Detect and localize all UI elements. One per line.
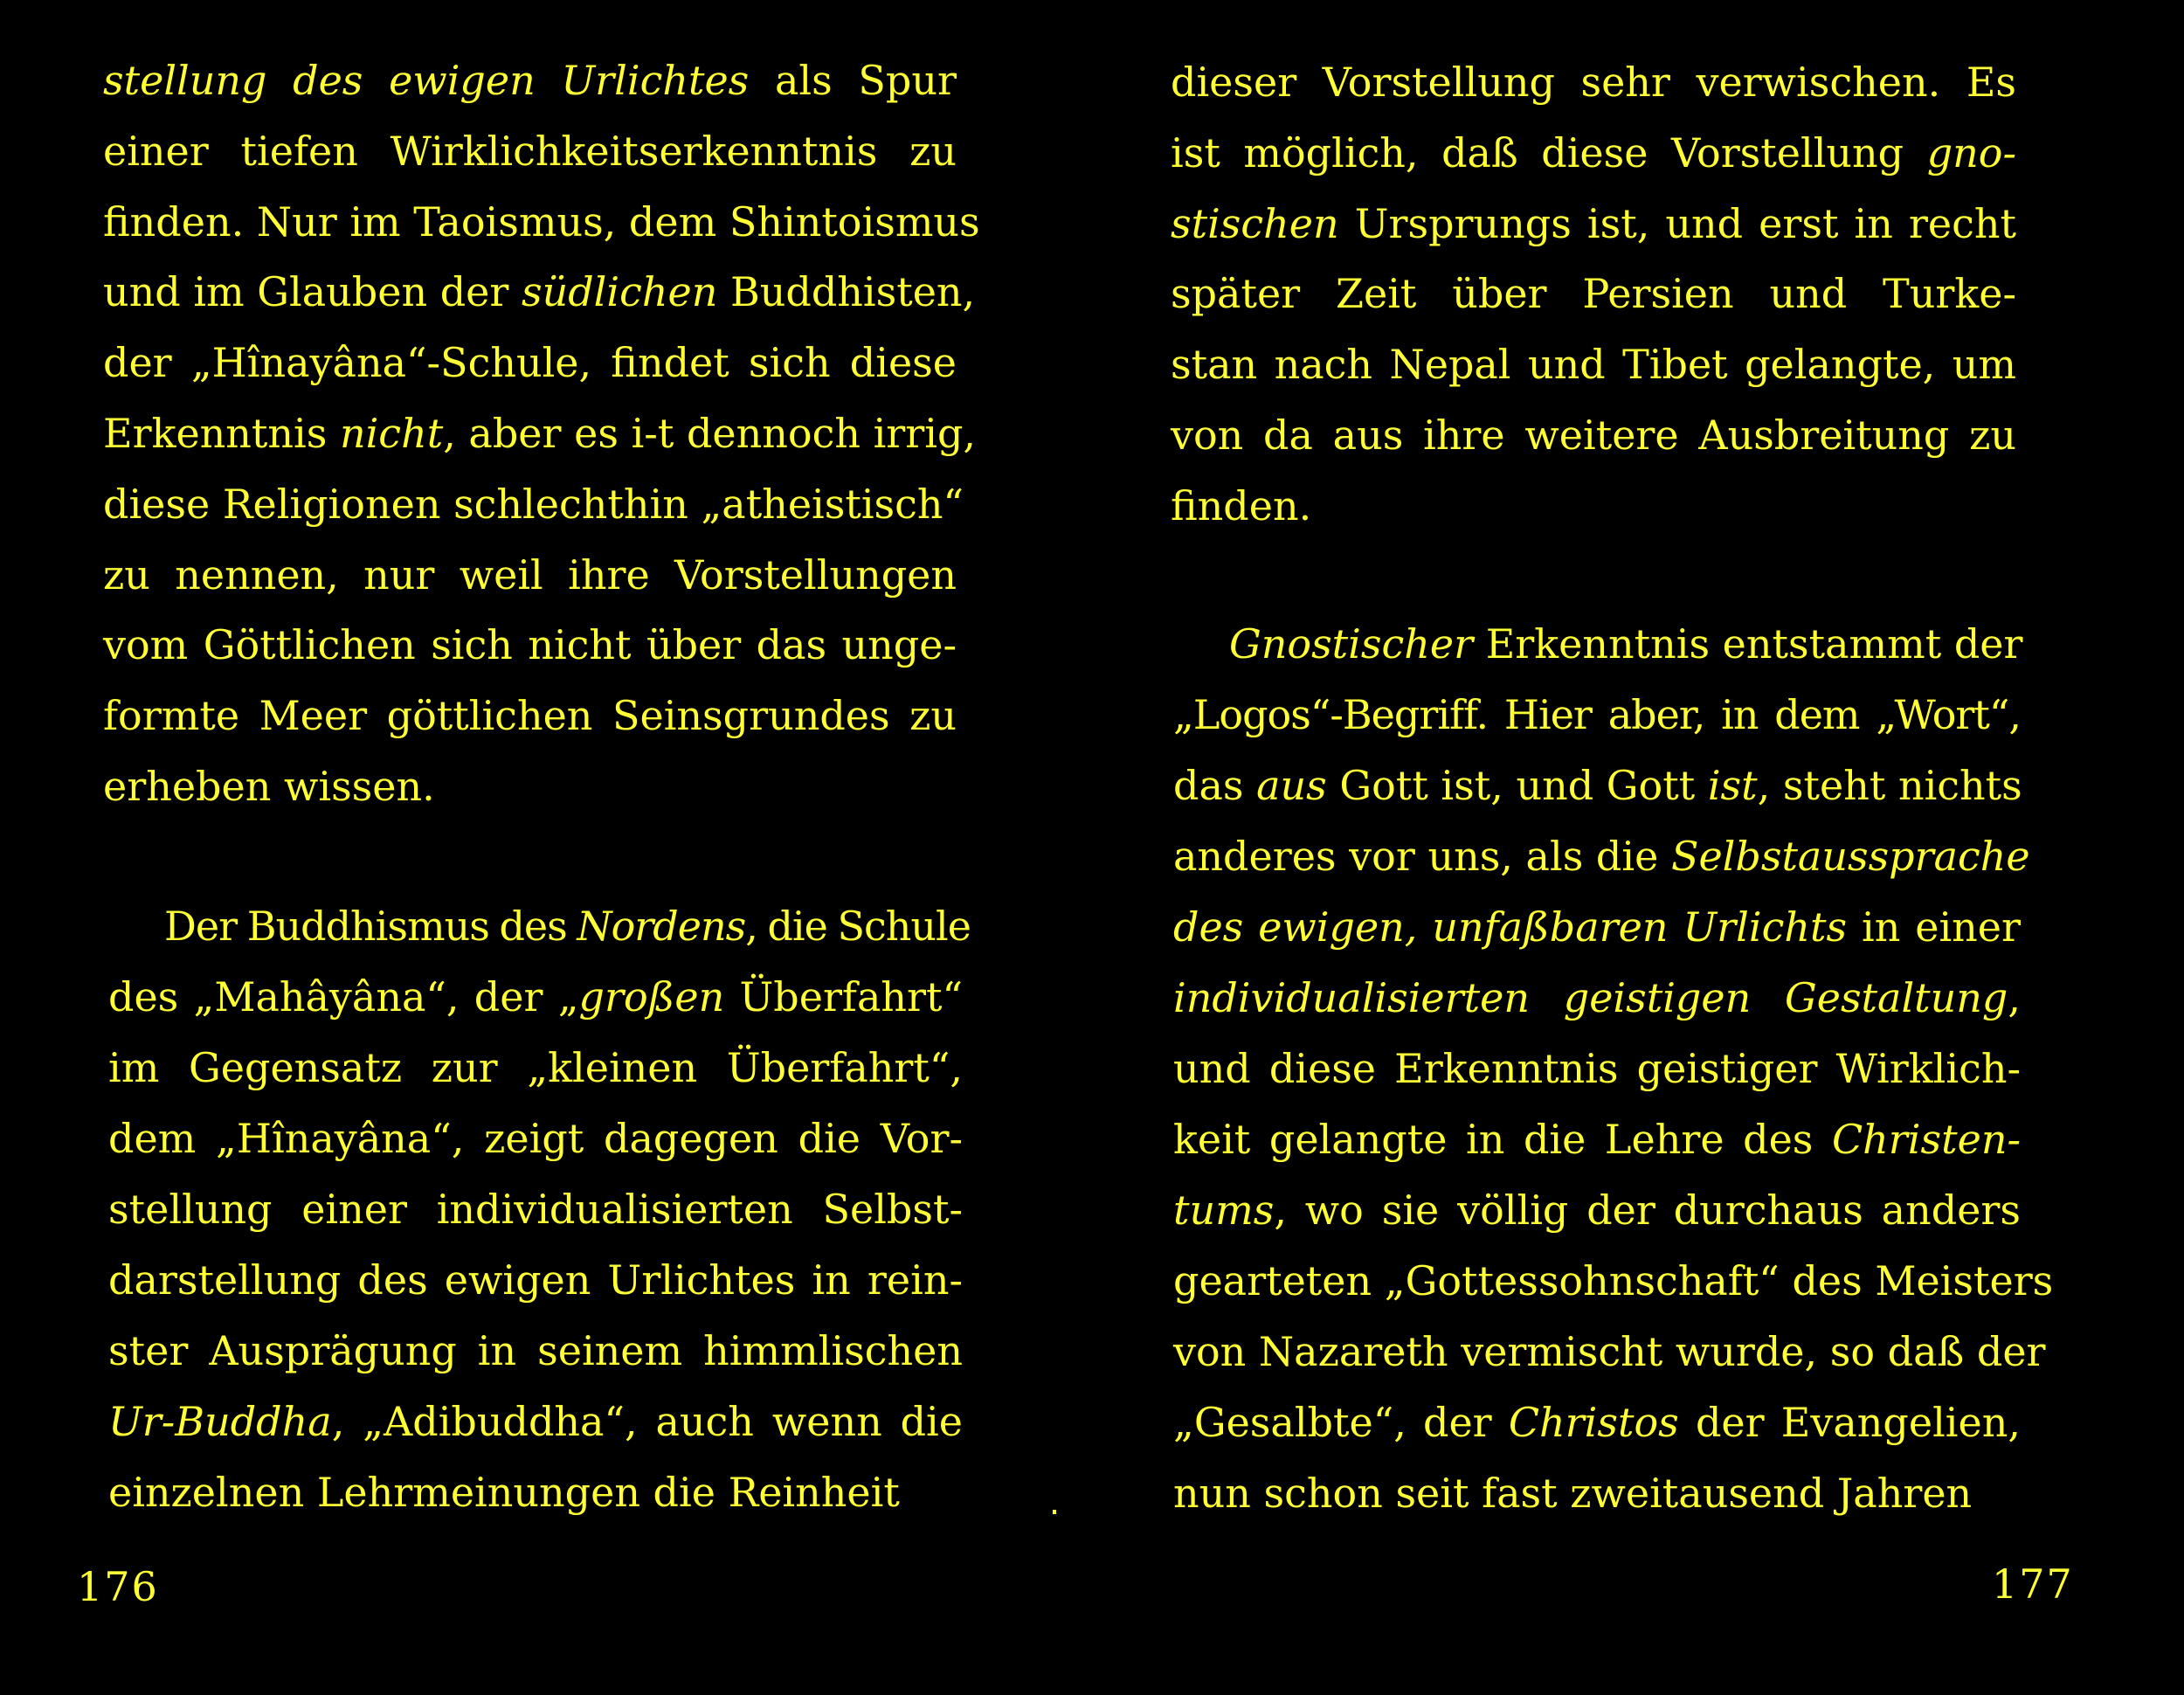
italic-text: Christen-	[1831, 1116, 2021, 1163]
text-line	[1173, 1396, 2021, 1449]
text-line	[1173, 1113, 2021, 1166]
text-segment: darstellung des ewigen Urlichtes in rein-	[108, 1256, 963, 1304]
text-segment: Ursprungs ist, und erst in recht	[1338, 200, 2016, 247]
italic-text: südlichen	[521, 268, 718, 315]
text-line	[1171, 267, 2016, 320]
text-segment: , wo sie völlig der durchaus anders	[1274, 1186, 2021, 1234]
italic-text: tums	[1173, 1186, 1275, 1234]
text-segment: ,	[2008, 974, 2021, 1021]
text-line	[1171, 127, 2016, 179]
italic-text: Gnostischer	[1229, 620, 1474, 668]
text-segment: Überfahrt“	[724, 973, 963, 1020]
text-line	[1171, 409, 2016, 461]
italic-text: nicht	[339, 410, 444, 457]
text-segment: , die Schule	[745, 903, 971, 950]
text-line	[103, 125, 957, 177]
italic-text: stischen	[1171, 200, 1339, 247]
text-segment: später Zeit über Persien und Turke-	[1171, 270, 2016, 317]
text-segment: erheben wissen.	[103, 763, 435, 810]
text-segment: „Gesalbte“, der	[1173, 1399, 1509, 1446]
text-segment: stellung einer individualisierten Selbst-	[108, 1186, 963, 1233]
page-number-left: 176	[77, 1563, 159, 1610]
text-segment: dieser Vorstellung sehr verwischen. Es	[1171, 59, 2016, 106]
text-segment: diese Religionen schlechthin „atheistisch“	[103, 481, 964, 528]
text-line	[108, 1395, 963, 1448]
text-segment: der Evangelien,	[1678, 1399, 2021, 1446]
text-line	[108, 1112, 963, 1165]
text-line	[108, 900, 971, 952]
text-line	[1173, 759, 2021, 812]
italic-text: Christos	[1508, 1399, 1679, 1446]
text-line	[1173, 901, 2021, 953]
text-segment: , steht nichts	[1757, 762, 2022, 809]
text-segment: in einer	[1847, 903, 2022, 951]
text-segment: stan nach Nepal und Tibet gelangte, um	[1171, 341, 2016, 388]
text-line	[1173, 1042, 2021, 1095]
text-segment: von Nazareth vermischt wurde, so daß der	[1173, 1328, 2046, 1375]
text-line	[108, 1466, 963, 1519]
text-line	[1171, 338, 2016, 391]
text-segment: keit gelangte in die Lehre des	[1173, 1116, 1832, 1163]
italic-text: ist	[1707, 762, 1758, 809]
italic-text: aus	[1256, 762, 1327, 809]
text-line	[1171, 480, 2016, 532]
text-segment: gearteten „Gottessohnschaft“ des Meisters	[1173, 1257, 2054, 1304]
text-segment: finden.	[1171, 482, 1312, 529]
text-line	[1173, 1325, 2046, 1378]
text-line	[103, 407, 977, 460]
text-line	[1173, 1184, 2021, 1236]
text-line	[103, 54, 957, 107]
text-segment: , aber es i-t dennoch irrig,	[443, 410, 977, 457]
text-line	[103, 760, 957, 813]
text-segment: der „Hînayâna“-Schule, findet sich diese	[103, 339, 957, 386]
text-line	[108, 1325, 963, 1377]
text-segment: zu nennen, nur weil ihre Vorstellungen	[103, 551, 957, 598]
text-segment: das	[1173, 762, 1257, 809]
text-segment: anderes vor uns, als die	[1173, 833, 1671, 880]
text-line	[103, 336, 957, 389]
italic-text: Selbstaussprache	[1670, 833, 2030, 880]
text-line	[103, 619, 957, 671]
text-segment: im Gegensatz zur „kleinen Überfahrt“,	[108, 1044, 963, 1091]
text-segment: „Logos“-Begriff. Hier aber, in dem „Wort“,	[1173, 691, 2021, 738]
text-segment: Erkenntnis entstammt der	[1473, 620, 2023, 668]
right-page	[1092, 0, 2184, 1695]
text-line	[1173, 830, 2030, 882]
text-segment: Der Buddhismus des	[164, 903, 577, 950]
text-segment: einer tiefen Wirklichkeitserkenntnis zu	[103, 128, 957, 175]
text-segment: von da aus ihre weitere Ausbreitung zu	[1171, 412, 2016, 459]
text-segment: formte Meer göttlichen Seinsgrundes zu	[103, 692, 957, 739]
text-segment: finden. Nur im Taoismus, dem Shintoismus	[103, 198, 980, 246]
text-line	[1173, 1467, 2021, 1519]
page-number-right: 177	[1992, 1560, 2074, 1608]
text-segment: , „Adibuddha“, auch wenn die	[331, 1398, 963, 1445]
text-segment: einzelnen Lehrmeinungen die Reinheit	[108, 1469, 900, 1516]
text-line	[1171, 197, 2016, 250]
text-segment: des „Mahâyâna“, der „	[108, 973, 579, 1020]
text-line	[103, 196, 980, 248]
text-segment: Gott ist, und Gott	[1326, 762, 1708, 809]
italic-text: gno-	[1926, 129, 2016, 176]
italic-text: des ewigen, unfaßbaren Urlichts	[1173, 903, 1848, 951]
text-segment: Buddhisten,	[717, 268, 976, 315]
text-line	[1173, 618, 2021, 670]
text-line	[108, 1041, 963, 1094]
italic-text: Ur-Buddha	[108, 1398, 332, 1445]
text-segment: und im Glauben der	[103, 268, 522, 315]
text-line	[103, 478, 964, 530]
italic-text: individualisierten geistigen Gestaltung	[1173, 974, 2008, 1021]
text-line	[103, 549, 957, 601]
text-line	[103, 689, 957, 742]
italic-text: Nordens	[577, 903, 746, 950]
text-line	[1171, 56, 2016, 108]
text-segment: dem „Hînayâna“, zeigt dagegen die Vor-	[108, 1115, 963, 1162]
text-line	[1173, 1255, 2054, 1307]
text-line	[103, 266, 976, 318]
text-line	[108, 1254, 963, 1306]
text-line	[108, 971, 963, 1023]
text-segment: Erkenntnis	[103, 410, 340, 457]
italic-text: großen	[578, 973, 725, 1020]
text-segment: ster Ausprägung in seinem himmlischen	[108, 1327, 963, 1374]
text-segment: nun schon seit fast zweitausend Jahren	[1173, 1470, 1973, 1517]
italic-text: stellung des ewigen Urlichtes	[103, 57, 750, 104]
text-line	[1173, 688, 2021, 741]
text-line	[108, 1183, 963, 1235]
text-segment: ist möglich, daß diese Vorstellung	[1171, 129, 1927, 176]
print-speck	[1053, 1510, 1056, 1514]
text-segment: vom Göttlichen sich nicht über das unge-	[103, 621, 957, 668]
text-segment: als Spur	[749, 57, 957, 104]
text-line	[1173, 972, 2021, 1024]
text-segment: und diese Erkenntnis geistiger Wirklich-	[1173, 1045, 2021, 1092]
